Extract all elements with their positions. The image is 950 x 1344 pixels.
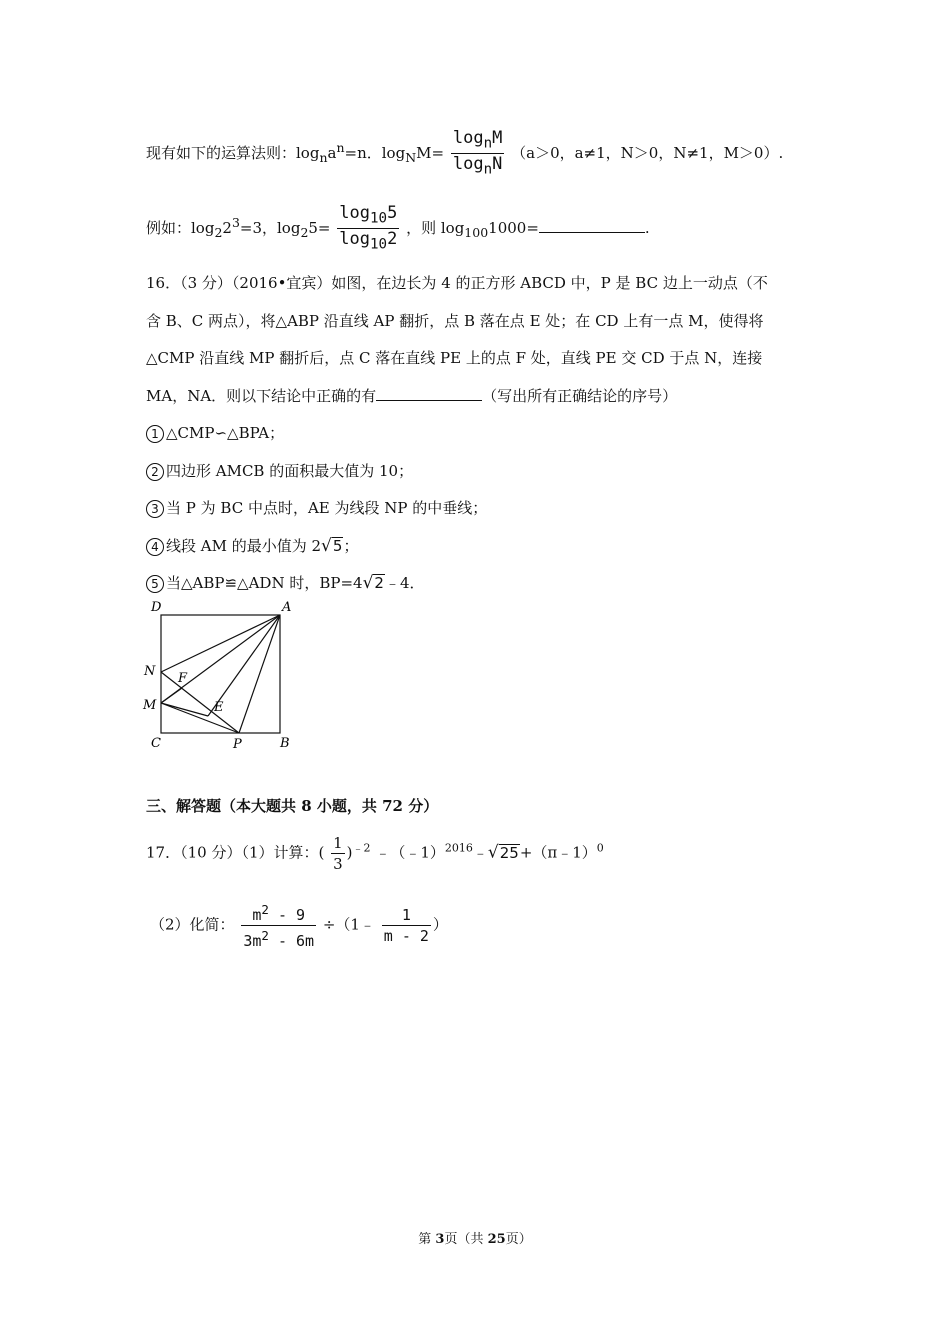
q16-line-3: △CMP 沿直线 MP 翻折后，点 C 落在直线 PE 上的点 F 处，直线 PE 交 CD 于点 N，连接 <box>146 349 763 367</box>
q16-line-2: 含 B、C 两点），将△ABP 沿直线 AP 翻折，点 B 落在点 E 处；在 CD 上有一点 M，使得将 <box>146 312 764 330</box>
one-third-fraction: $\frac{1}{3}$ <box>333 834 343 873</box>
q15-example-line: 例如：$\log_22^3=3$，$\log_25=$ $\frac{\log_{10}5}{\log_{10}2}$ ，则 $\log_{100}1000=$ . <box>146 203 650 253</box>
square-fold-figure <box>140 598 310 758</box>
q16-line-1: 16．（3 分）（2016•宜宾）如图，在边长为 4 的正方形 ABCD 中，P 是 BC 边上一动点（不 <box>146 274 768 292</box>
answer-blank-15 <box>539 218 645 233</box>
page-footer: 第 3页（共 25页） <box>418 1232 532 1247</box>
one-over-m-minus-2: $\frac{1}{m - 2}$ <box>383 906 429 945</box>
label-d: D <box>151 600 162 615</box>
q17-part-1: 17．（10 分）（1）计算：( $\frac{1}{3}$ )$^{﹣2}$ ﹣（﹣1）$^{2016}$﹣√25+（π﹣1）$^0$ <box>146 834 604 873</box>
q16-option-1: 1 △CMP∽△BPA； <box>146 423 284 443</box>
label-m: M <box>143 698 157 713</box>
label-b: B <box>280 736 290 751</box>
log-quotient-fraction: $\frac{\log_nM}{\log_nN}$ <box>452 128 503 178</box>
segment-mp <box>161 703 239 733</box>
example-log-fraction: $\frac{\log_{10}5}{\log_{10}2}$ <box>339 203 398 253</box>
segment-ap <box>239 615 280 733</box>
label-e: E <box>214 700 224 715</box>
segment-mf <box>161 688 182 703</box>
label-n: N <box>144 664 156 679</box>
q16-line-4: MA，NA．则以下结论中正确的有 （写出所有正确结论的序号） <box>146 387 678 405</box>
segment-np <box>161 672 239 733</box>
q16-option-2: 2 四边形 AMCB 的面积最大值为 10； <box>146 461 413 481</box>
segment-an <box>161 615 280 672</box>
label-a: A <box>282 600 292 615</box>
section-title: 三、解答题（本大题共 8 小题，共 72 分） <box>146 797 439 815</box>
rational-fraction: $\frac{m^2 - 9}{3m^2 - 6m}$ <box>243 902 315 950</box>
q16-option-3: 3 当 P 为 BC 中点时，AE 为线段 NP 的中垂线； <box>146 498 487 518</box>
q15-rule-line: 现有如下的运算法则：$\log_na^n=n$．$\log_NM=$ $\frac{\log_nM}{\log_nN}$ （a＞0，a≠1，N＞0，N≠1，M＞0）. <box>146 128 784 178</box>
segment-me <box>161 703 208 716</box>
label-f: F <box>178 671 188 686</box>
answer-blank-16 <box>376 386 482 401</box>
label-c: C <box>151 736 161 751</box>
q16-option-4: 4 线段 AM 的最小值为 2√5； <box>146 536 358 556</box>
label-p: P <box>233 737 242 752</box>
q16-option-5: 5 当△ABP≌△ADN 时，BP=4√2﹣4． <box>146 573 425 593</box>
q17-part-2: （2）化简： $\frac{m^2 - 9}{3m^2 - 6m}$ ÷（1﹣ $\frac{1}{m - 2}$ ） <box>150 902 448 950</box>
